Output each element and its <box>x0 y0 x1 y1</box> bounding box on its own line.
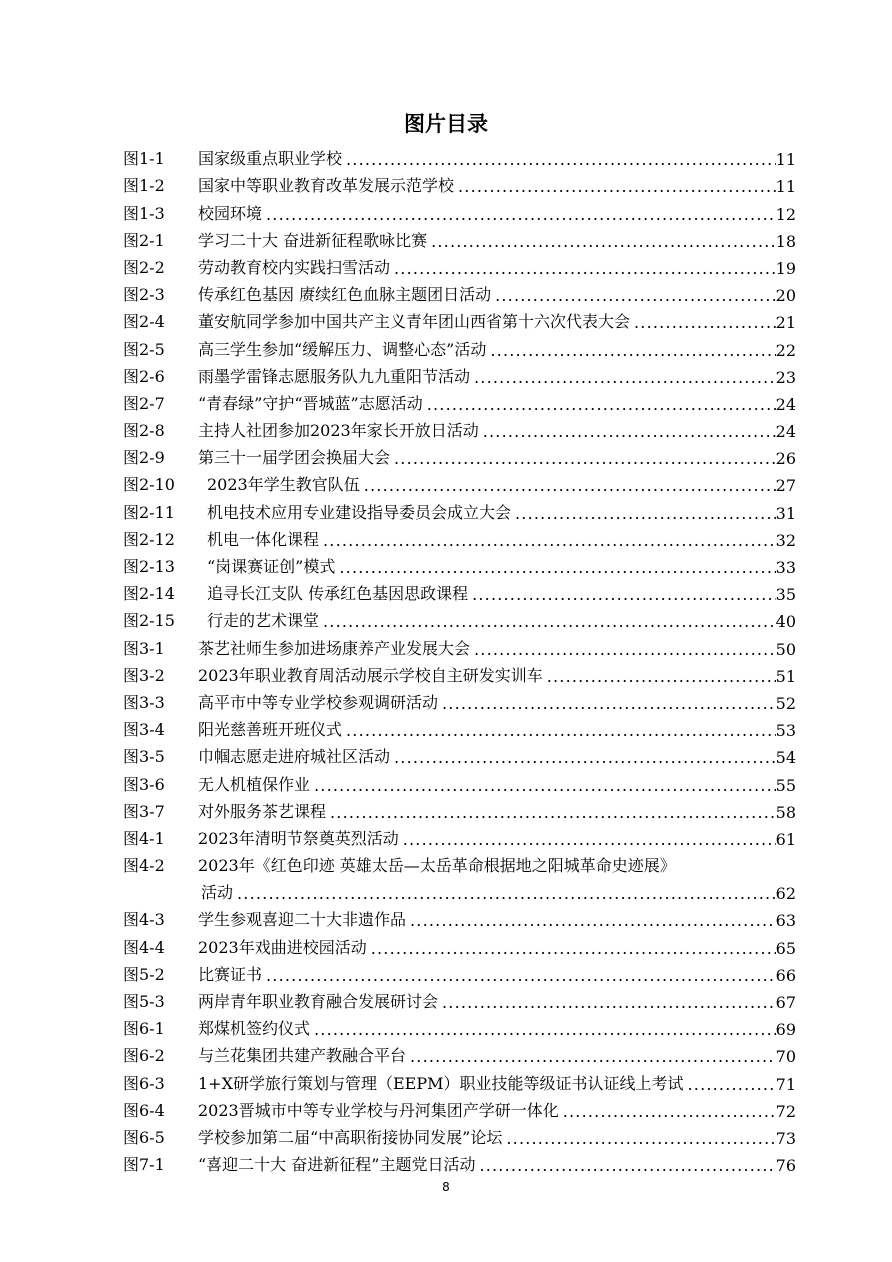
figure-list <box>123 142 796 1175</box>
list-item[interactable] <box>123 930 796 957</box>
dot-leader <box>399 830 776 849</box>
page-number: 73 <box>775 1128 796 1148</box>
figure-label: 图6-2 <box>123 1046 165 1066</box>
figure-label: 图3-4 <box>123 720 165 740</box>
figure-label: 图2-9 <box>123 448 165 468</box>
list-item[interactable] <box>123 958 796 985</box>
page-number: 11 <box>775 150 796 170</box>
list-item[interactable] <box>123 849 796 903</box>
dot-leader <box>335 558 775 577</box>
page-number: 20 <box>775 286 796 306</box>
figure-title: 高三学生参加“缓解压力、调整心态”活动 <box>198 339 487 359</box>
figure-label: 图2-13 <box>123 557 175 576</box>
list-item[interactable] <box>123 360 796 387</box>
page-number: 19 <box>775 258 796 278</box>
figure-label: 图1-3 <box>123 203 165 223</box>
list-item[interactable] <box>123 1066 796 1093</box>
list-item[interactable] <box>123 767 796 794</box>
figure-label: 图6-4 <box>123 1100 165 1120</box>
figure-label: 图7-1 <box>123 1155 165 1175</box>
page-number: 71 <box>775 1074 796 1094</box>
figure-label: 图2-10 <box>123 475 175 495</box>
dot-leader <box>630 313 776 332</box>
dot-leader <box>479 422 776 441</box>
page-number: 67 <box>775 993 796 1012</box>
figure-title: 行走的艺术课堂 <box>207 611 320 631</box>
dot-leader <box>262 966 776 985</box>
figure-title: 学习二十大 奋进新征程歌咏比赛 <box>198 230 428 250</box>
page-number: 40 <box>775 612 796 632</box>
dot-leader <box>310 1020 776 1039</box>
dot-leader <box>326 803 776 822</box>
dot-leader <box>543 667 776 686</box>
figure-label: 图2-3 <box>123 285 165 305</box>
page-number: 54 <box>775 748 796 768</box>
page-number: 65 <box>775 938 796 958</box>
list-item[interactable] <box>123 224 796 251</box>
list-item[interactable] <box>123 822 796 849</box>
figure-title: 高平市中等专业学校参观调研活动 <box>198 692 439 712</box>
page-number: 23 <box>775 367 796 387</box>
figure-title: 茶艺社师生参加进场康养产业发展大会 <box>198 638 471 658</box>
figure-label: 图2-7 <box>123 393 165 413</box>
dot-leader <box>319 531 776 550</box>
dot-leader <box>319 612 776 631</box>
dot-leader <box>470 640 776 659</box>
page-number: 63 <box>775 911 796 931</box>
figure-title: 国家中等职业教育改革发展示范学校 <box>198 176 455 196</box>
figure-label: 图5-2 <box>123 964 165 984</box>
page-number: 50 <box>775 639 796 659</box>
dot-leader <box>406 1047 776 1066</box>
list-item[interactable] <box>123 604 796 631</box>
figure-title: 劳动教育校内实践扫雪活动 <box>198 257 391 277</box>
figure-title: 巾帼志愿走进府城社区活动 <box>198 747 391 767</box>
page-number: 69 <box>775 1020 796 1040</box>
page-number: 62 <box>775 884 796 904</box>
list-item[interactable] <box>123 387 796 414</box>
figure-label: 图5-3 <box>123 992 165 1011</box>
figure-title: 无人机植保作业 <box>198 774 311 794</box>
page-number: 70 <box>775 1047 796 1067</box>
figure-label: 图2-1 <box>123 230 165 250</box>
dot-leader <box>310 776 776 795</box>
figure-title: “喜迎二十大 奋进新征程”主题党日活动 <box>198 1155 476 1175</box>
figure-title: 2023年职业教育周活动展示学校自主研发实训车 <box>198 665 543 685</box>
dot-leader <box>423 395 776 414</box>
dot-leader <box>470 368 776 387</box>
figure-title: 2023年学生教官队伍 <box>207 475 360 495</box>
list-item[interactable] <box>123 795 796 822</box>
page-number: 24 <box>775 422 796 442</box>
figure-title: 2023晋城市中等专业学校与丹河集团产学研一体化 <box>198 1100 559 1120</box>
page-number: 55 <box>775 775 796 795</box>
list-item[interactable] <box>123 278 796 305</box>
figure-label: 图2-6 <box>123 366 165 386</box>
page-number: 35 <box>775 585 796 605</box>
figure-label: 图2-11 <box>123 502 175 522</box>
dot-leader <box>360 476 776 495</box>
dot-leader <box>511 504 776 523</box>
dot-leader <box>262 205 776 224</box>
list-item[interactable] <box>123 631 796 658</box>
figure-title: 2023年《红色印迹 英雄太岳—太岳革命根据地之阳城革命史迹展》 <box>198 856 676 876</box>
figure-label: 图2-2 <box>123 257 165 277</box>
figure-label: 图2-12 <box>123 529 175 549</box>
list-item[interactable] <box>123 332 796 359</box>
figure-title: 学生参观喜迎二十大非遗作品 <box>198 910 407 930</box>
figure-title: 与兰花集团共建产教融合平台 <box>198 1046 407 1066</box>
page-number: 24 <box>775 394 796 414</box>
page-number: 32 <box>775 530 796 550</box>
dot-leader <box>486 341 775 360</box>
figure-label: 图3-2 <box>123 665 165 685</box>
dot-leader <box>475 1156 775 1175</box>
figure-title: “青春绿”守护“晋城蓝”志愿活动 <box>198 393 423 413</box>
list-item[interactable] <box>123 686 796 713</box>
page-number: 26 <box>775 449 796 469</box>
page-number: 12 <box>775 204 796 224</box>
figure-label: 图4-2 <box>123 856 165 876</box>
figure-title: 比赛证书 <box>198 964 263 984</box>
dot-leader <box>367 939 776 958</box>
figure-label: 图2-4 <box>123 312 165 332</box>
dot-leader <box>342 150 776 169</box>
list-item[interactable] <box>123 1121 796 1148</box>
figure-title: 董安航同学参加中国共产主义青年团山西省第十六次代表大会 <box>198 312 631 332</box>
figure-label: 图2-14 <box>123 584 175 604</box>
figure-title: 第三十一届学团会换届大会 <box>198 448 391 468</box>
list-item[interactable] <box>123 659 796 686</box>
figure-title: 2023年戏曲进校园活动 <box>198 937 367 957</box>
dot-leader <box>502 1129 775 1148</box>
list-item[interactable] <box>123 985 796 1012</box>
dot-leader <box>390 748 776 767</box>
dot-leader <box>390 449 776 468</box>
list-item[interactable] <box>123 441 796 468</box>
page-number: 11 <box>775 177 796 197</box>
figure-label: 图4-4 <box>123 937 165 957</box>
list-item[interactable] <box>123 495 796 522</box>
page-number: 22 <box>775 340 796 360</box>
figure-title: “岗课赛证创”模式 <box>207 557 336 576</box>
figure-label: 图4-3 <box>123 910 165 930</box>
figure-title: 2023年清明节祭奠英烈活动 <box>198 828 399 848</box>
page-number: 58 <box>775 802 796 822</box>
dot-leader <box>438 694 776 713</box>
figure-label: 图2-5 <box>123 339 165 359</box>
dot-leader <box>390 259 776 278</box>
page-number: 31 <box>775 503 796 523</box>
figure-label: 图6-1 <box>123 1019 165 1039</box>
figure-label: 图6-3 <box>123 1073 165 1093</box>
list-item[interactable] <box>123 1094 796 1121</box>
list-item[interactable] <box>123 196 796 223</box>
figure-label: 图3-6 <box>123 774 165 794</box>
dot-leader <box>233 884 776 903</box>
page-number: 33 <box>775 558 796 577</box>
page-number: 27 <box>775 476 796 496</box>
dot-leader <box>559 1102 776 1121</box>
figure-label: 图2-15 <box>123 611 175 631</box>
figure-title: 雨墨学雷锋志愿服务队九九重阳节活动 <box>198 366 471 386</box>
page-number: 76 <box>775 1156 796 1176</box>
list-item[interactable] <box>123 577 796 604</box>
page-number: 61 <box>775 829 796 849</box>
page-number: 53 <box>775 721 796 741</box>
page-number: 72 <box>775 1101 796 1121</box>
figure-title: 学校参加第二届“中高职衔接协同发展”论坛 <box>198 1127 503 1147</box>
list-item[interactable] <box>123 142 796 169</box>
list-item[interactable] <box>123 468 796 495</box>
page-number-footer: 8 <box>442 1180 450 1194</box>
figure-label: 图2-8 <box>123 421 165 441</box>
page-number: 52 <box>775 693 796 713</box>
list-item[interactable] <box>123 550 796 577</box>
figure-title: 郑煤机签约仪式 <box>198 1019 311 1039</box>
figure-title: 传承红色基因 赓续红色血脉主题团日活动 <box>198 285 492 305</box>
dot-leader <box>438 993 776 1012</box>
dot-leader <box>406 911 776 930</box>
list-item[interactable] <box>123 713 796 740</box>
dot-leader <box>468 585 776 604</box>
list-item[interactable] <box>123 305 796 332</box>
figure-title-continuation: 活动 <box>201 883 234 903</box>
figure-title: 国家级重点职业学校 <box>198 149 343 169</box>
dot-leader <box>342 721 776 740</box>
page-number: 51 <box>775 666 796 686</box>
list-item[interactable] <box>123 169 796 196</box>
list-item[interactable] <box>123 414 796 441</box>
list-item[interactable] <box>123 523 796 550</box>
figure-title: 对外服务茶艺课程 <box>198 801 327 821</box>
figure-label: 图4-1 <box>123 828 165 848</box>
list-item[interactable] <box>123 740 796 767</box>
page-number: 21 <box>775 313 796 333</box>
figure-label: 图1-1 <box>123 149 165 169</box>
figure-title: 追寻长江支队 传承红色基因思政课程 <box>207 584 469 604</box>
figure-label: 图3-7 <box>123 801 165 821</box>
dot-leader <box>427 232 776 251</box>
figure-title: 1+X研学旅行策划与管理（EEPM）职业技能等级证书认证线上考试 <box>198 1073 684 1093</box>
page-number: 66 <box>775 965 796 985</box>
dot-leader <box>684 1075 776 1094</box>
figure-label: 图3-5 <box>123 747 165 767</box>
page-number: 18 <box>775 231 796 251</box>
figure-title: 两岸青年职业教育融合发展研讨会 <box>198 992 439 1011</box>
list-item[interactable] <box>123 1012 796 1039</box>
list-item[interactable] <box>123 1039 796 1066</box>
figure-label: 图6-5 <box>123 1127 165 1147</box>
dot-leader <box>491 286 776 305</box>
figure-label: 图1-2 <box>123 176 165 196</box>
list-item[interactable] <box>123 1148 796 1175</box>
dot-leader <box>454 177 776 196</box>
figure-title: 主持人社团参加2023年家长开放日活动 <box>198 421 479 441</box>
list-item[interactable] <box>123 251 796 278</box>
figure-label: 图3-1 <box>123 638 165 658</box>
figure-title: 机电技术应用专业建设指导委员会成立大会 <box>207 502 512 522</box>
list-item[interactable] <box>123 903 796 930</box>
figure-title: 阳光慈善班开班仪式 <box>198 720 343 740</box>
page-title: 图片目录 <box>404 112 488 136</box>
figure-label: 图3-3 <box>123 692 165 712</box>
figure-title: 校园环境 <box>198 203 263 223</box>
figure-title: 机电一体化课程 <box>207 529 320 549</box>
